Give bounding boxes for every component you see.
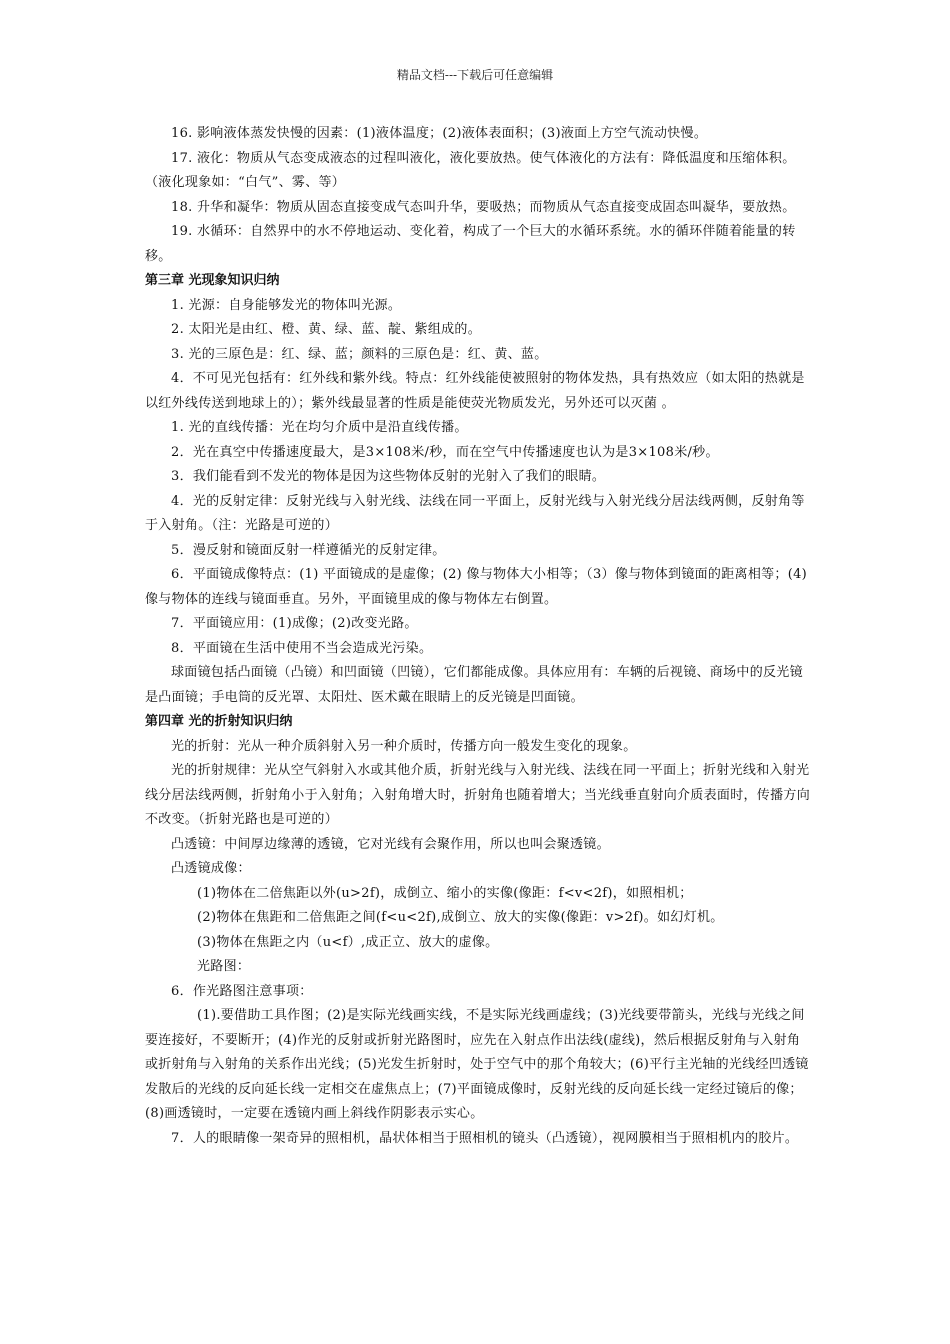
page-header: 精品文档---下载后可任意编辑	[396, 68, 554, 82]
paragraph: 4．光的反射定律：反射光线与入射光线、法线在同一平面上，反射光线与入射光线分居法线两侧，反射角等于入射角。（注：光路是可逆的）	[145, 493, 805, 533]
list-item: (1)物体在二倍焦距以外(u>2f)，成倒立、缩小的实像(像距：f<v<2f)，如照相机；	[197, 885, 693, 901]
paragraph: 凸透镜成像：	[171, 861, 251, 876]
paragraph: 球面镜包括凸面镜（凸镜）和凹面镜（凹镜），它们都能成像。具体应用有：车辆的后视镜、商场中的反光镜是凸面镜；手电筒的反光罩、太阳灶、医术戴在眼睛上的反光镜是凹面镜。	[145, 665, 803, 705]
paragraph: 8．平面镜在生活中使用不当会造成光污染。	[171, 640, 433, 656]
paragraph: 凸透镜：中间厚边缘薄的透镜，它对光线有会聚作用，所以也叫会聚透镜。	[171, 836, 610, 852]
paragraph: 2．光在真空中传播速度最大，是3×108米/秒，而在空气中传播速度也认为是3×108米/秒。	[171, 444, 719, 460]
list-item: 光路图：	[197, 959, 251, 974]
paragraph: 7．平面镜应用：(1)成像；(2)改变光路。	[171, 616, 418, 631]
paragraph: (1).要借助工具作图；(2)是实际光线画实线，不是实际光线画虚线；(3)光线要带箭头，光线与光线之间要连接好，不要断开；(4)作光的反射或折射光路图时，应先在入射点作出法线(虚线)，然后根据反射角与入射角或折射角与入射角的关系作出光线；(5)光发生折射时，处于空气中的那个角较大；(6)平行主光轴的光线经凹透镜发散后的光线的反向延长线一定相交在虚焦点上；(7)平面镜成像时，反射光线的反向延长线一定经过镜后的像；(8)画透镜时，一定要在透镜内画上斜线作阴影表示实心。	[145, 1008, 809, 1121]
document-body	[145, 122, 811, 1151]
paragraph: 1. 光源：自身能够发光的物体叫光源。	[171, 297, 402, 313]
paragraph: 3. 光的三原色是：红、绿、蓝；颜料的三原色是：红、黄、蓝。	[171, 346, 548, 362]
paragraph: 17. 液化：物质从气态变成液态的过程叫液化，液化要放热。使气体液化的方法有：降低温度和压缩体积。（液化现象如：“白气”、雾、等）	[145, 150, 796, 190]
paragraph: 5．漫反射和镜面反射一样遵循光的反射定律。	[171, 542, 446, 558]
paragraph: 光的折射：光从一种介质斜射入另一种介质时，传播方向一般发生变化的现象。	[171, 738, 637, 754]
chapter-heading: 第四章 光的折射知识归纳	[145, 714, 293, 729]
list-item: (2)物体在焦距和二倍焦距之间(f<u<2f),成倒立、放大的实像(像距：v>2f)。如幻灯机。	[197, 910, 724, 925]
chapter-heading: 第三章 光现象知识归纳	[145, 273, 280, 288]
list-item: (3)物体在焦距之内（u<f）,成正立、放大的虚像。	[197, 934, 499, 950]
paragraph: 16. 影响液体蒸发快慢的因素：(1)液体温度；(2)液体表面积；(3)液面上方空气流动快慢。	[171, 126, 708, 141]
paragraph: 7．人的眼睛像一架奇异的照相机，晶状体相当于照相机的镜头（凸透镜），视网膜相当于照相机内的胶片。	[171, 1130, 799, 1146]
paragraph: 2. 太阳光是由红、橙、黄、绿、蓝、靛、紫组成的。	[171, 322, 482, 337]
paragraph: 3．我们能看到不发光的物体是因为这些物体反射的光射入了我们的眼睛。	[171, 469, 606, 484]
paragraph: 19. 水循环：自然界中的水不停地运动、变化着，构成了一个巨大的水循环系统。水的循环伴随着能量的转移。	[145, 224, 796, 264]
paragraph: 4．不可见光包括有：红外线和紫外线。特点：红外线能使被照射的物体发热，具有热效应（如太阳的热就是以红外线传送到地球上的）；紫外线最显著的性质是能使荧光物质发光，另外还可以灭菌 。	[145, 371, 805, 411]
paragraph: 18. 升华和凝华：物质从固态直接变成气态叫升华，要吸热；而物质从气态直接变成固态叫凝华，要放热。	[171, 199, 796, 215]
paragraph: 1. 光的直线传播：光在均匀介质中是沿直线传播。	[171, 420, 468, 435]
paragraph: 光的折射规律：光从空气斜射入水或其他介质，折射光线与入射光线、法线在同一平面上；折射光线和入射光线分居法线两侧，折射角小于入射角；入射角增大时，折射角也随着增大；当光线垂直射向介质表面时，传播方向不改变。（折射光路也是可逆的）	[145, 763, 811, 827]
paragraph: 6．作光路图注意事项：	[171, 983, 313, 999]
paragraph: 6．平面镜成像特点：(1) 平面镜成的是虚像；(2) 像与物体大小相等；（3）像与物体到镜面的距离相等；(4)像与物体的连线与镜面垂直。另外，平面镜里成的像与物体左右倒置。	[145, 567, 808, 607]
